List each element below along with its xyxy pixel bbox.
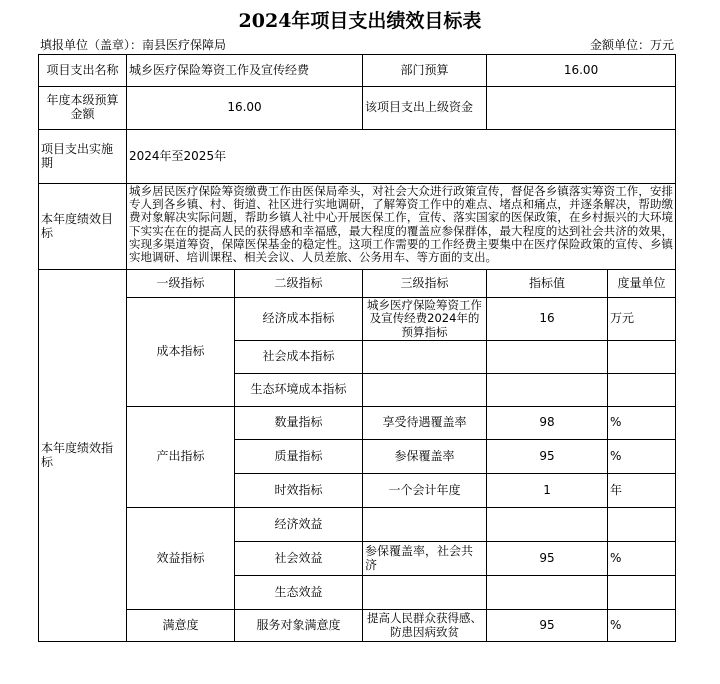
filing-unit: 填报单位（盖章）：南县医疗保障局: [40, 38, 227, 52]
indicator-level3: [363, 341, 487, 374]
indicator-level2: 服务对象满意度: [235, 610, 363, 642]
indicator-unit: 年: [608, 474, 676, 508]
indicator-unit: %: [608, 407, 676, 440]
indicator-unit: 万元: [608, 298, 676, 341]
indicator-level2: 经济成本指标: [235, 298, 363, 341]
period-label: 项目支出实施期: [39, 130, 127, 184]
indicator-value: [487, 374, 608, 407]
indicator-level2: 经济效益: [235, 508, 363, 542]
indicator-level3: 提高人民群众获得感、防患因病致贫: [363, 610, 487, 642]
annual-budget-label: 年度本级预算金额: [39, 87, 127, 130]
indicator-level3: 参保覆盖率，社会共济: [363, 542, 487, 576]
amount-unit: 金额单位：万元: [589, 38, 674, 52]
annual-budget-value: 16.00: [127, 87, 363, 130]
indicator-level2: 数量指标: [235, 407, 363, 440]
dept-budget-value: 16.00: [487, 55, 676, 87]
indicator-value: 16: [487, 298, 608, 341]
header-value: 指标值: [487, 270, 608, 298]
indicator-unit: %: [608, 440, 676, 474]
indicator-unit: [608, 508, 676, 542]
indicator-level3: 参保覆盖率: [363, 440, 487, 474]
indicator-value: 95: [487, 542, 608, 576]
indicator-value: [487, 576, 608, 610]
indicator-value: [487, 508, 608, 542]
group-satisfaction-label: 满意度: [127, 610, 235, 642]
indicator-level3: [363, 374, 487, 407]
page-title: 2024年项目支出绩效目标表: [238, 10, 482, 32]
header-unit: 度量单位: [608, 270, 676, 298]
indicator-level2: 质量指标: [235, 440, 363, 474]
indicator-level3: 一个会计年度: [363, 474, 487, 508]
indicator-unit: %: [608, 610, 676, 642]
indicator-level2: 生态环境成本指标: [235, 374, 363, 407]
group-benefit-label: 效益指标: [127, 508, 235, 610]
indicator-level2: 生态效益: [235, 576, 363, 610]
project-name-label: 项目支出名称: [39, 55, 127, 87]
indicators-section-label: 本年度绩效指标: [39, 270, 127, 642]
indicator-unit: [608, 341, 676, 374]
group-cost-label: 成本指标: [127, 298, 235, 407]
indicator-level3: [363, 508, 487, 542]
indicator-value: 95: [487, 610, 608, 642]
indicator-value: 98: [487, 407, 608, 440]
annual-goal-label: 本年度绩效目标: [39, 184, 127, 270]
indicator-level3: 享受待遇覆盖率: [363, 407, 487, 440]
dept-budget-label: 部门预算: [363, 55, 487, 87]
indicator-level3: [363, 576, 487, 610]
indicator-level2: 社会效益: [235, 542, 363, 576]
indicator-value: 95: [487, 440, 608, 474]
indicator-unit: [608, 576, 676, 610]
indicator-unit: [608, 374, 676, 407]
project-name-value: 城乡医疗保险筹资工作及宣传经费: [127, 55, 363, 87]
period-value: 2024年至2025年: [127, 130, 676, 184]
annual-goal-text: 城乡居民医疗保险筹资缴费工作由医保局牵头，对社会大众进行政策宣传，督促各乡镇落实筹资工作，安排专人到各乡镇、村、街道、社区进行实地调研，了解筹资工作中的难点、堵点和痛点，并逐条解决，帮助缴费对象解决实际问题，帮助乡镇人社中心开展医保工作，宣传、落实国家的医保政策，在乡村振兴的大环境下实实在在的提高人民的获得感和幸福感，最大程度的覆盖应参保群体，最大程度的达到社会共济的效果，实现多渠道筹资，保障医保基金的稳定性。这项工作需要的工作经费主要集中在医疗保险政策的宣传、乡镇实地调研、培训课程、相关会议、人员差旅、公务用车、等方面的支出。: [127, 184, 676, 270]
header-level3: 三级指标: [363, 270, 487, 298]
indicator-value: 1: [487, 474, 608, 508]
header-level1: 一级指标: [127, 270, 235, 298]
indicator-level2: 时效指标: [235, 474, 363, 508]
group-output-label: 产出指标: [127, 407, 235, 508]
indicator-unit: %: [608, 542, 676, 576]
superior-fund-label: 该项目支出上级资金: [363, 87, 487, 130]
indicator-value: [487, 341, 608, 374]
indicator-level3: 城乡医疗保险筹资工作及宣传经费2024年的预算指标: [363, 298, 487, 341]
performance-target-table: [38, 54, 676, 642]
indicator-level2: 社会成本指标: [235, 341, 363, 374]
superior-fund-value: [487, 87, 676, 130]
header-level2: 二级指标: [235, 270, 363, 298]
